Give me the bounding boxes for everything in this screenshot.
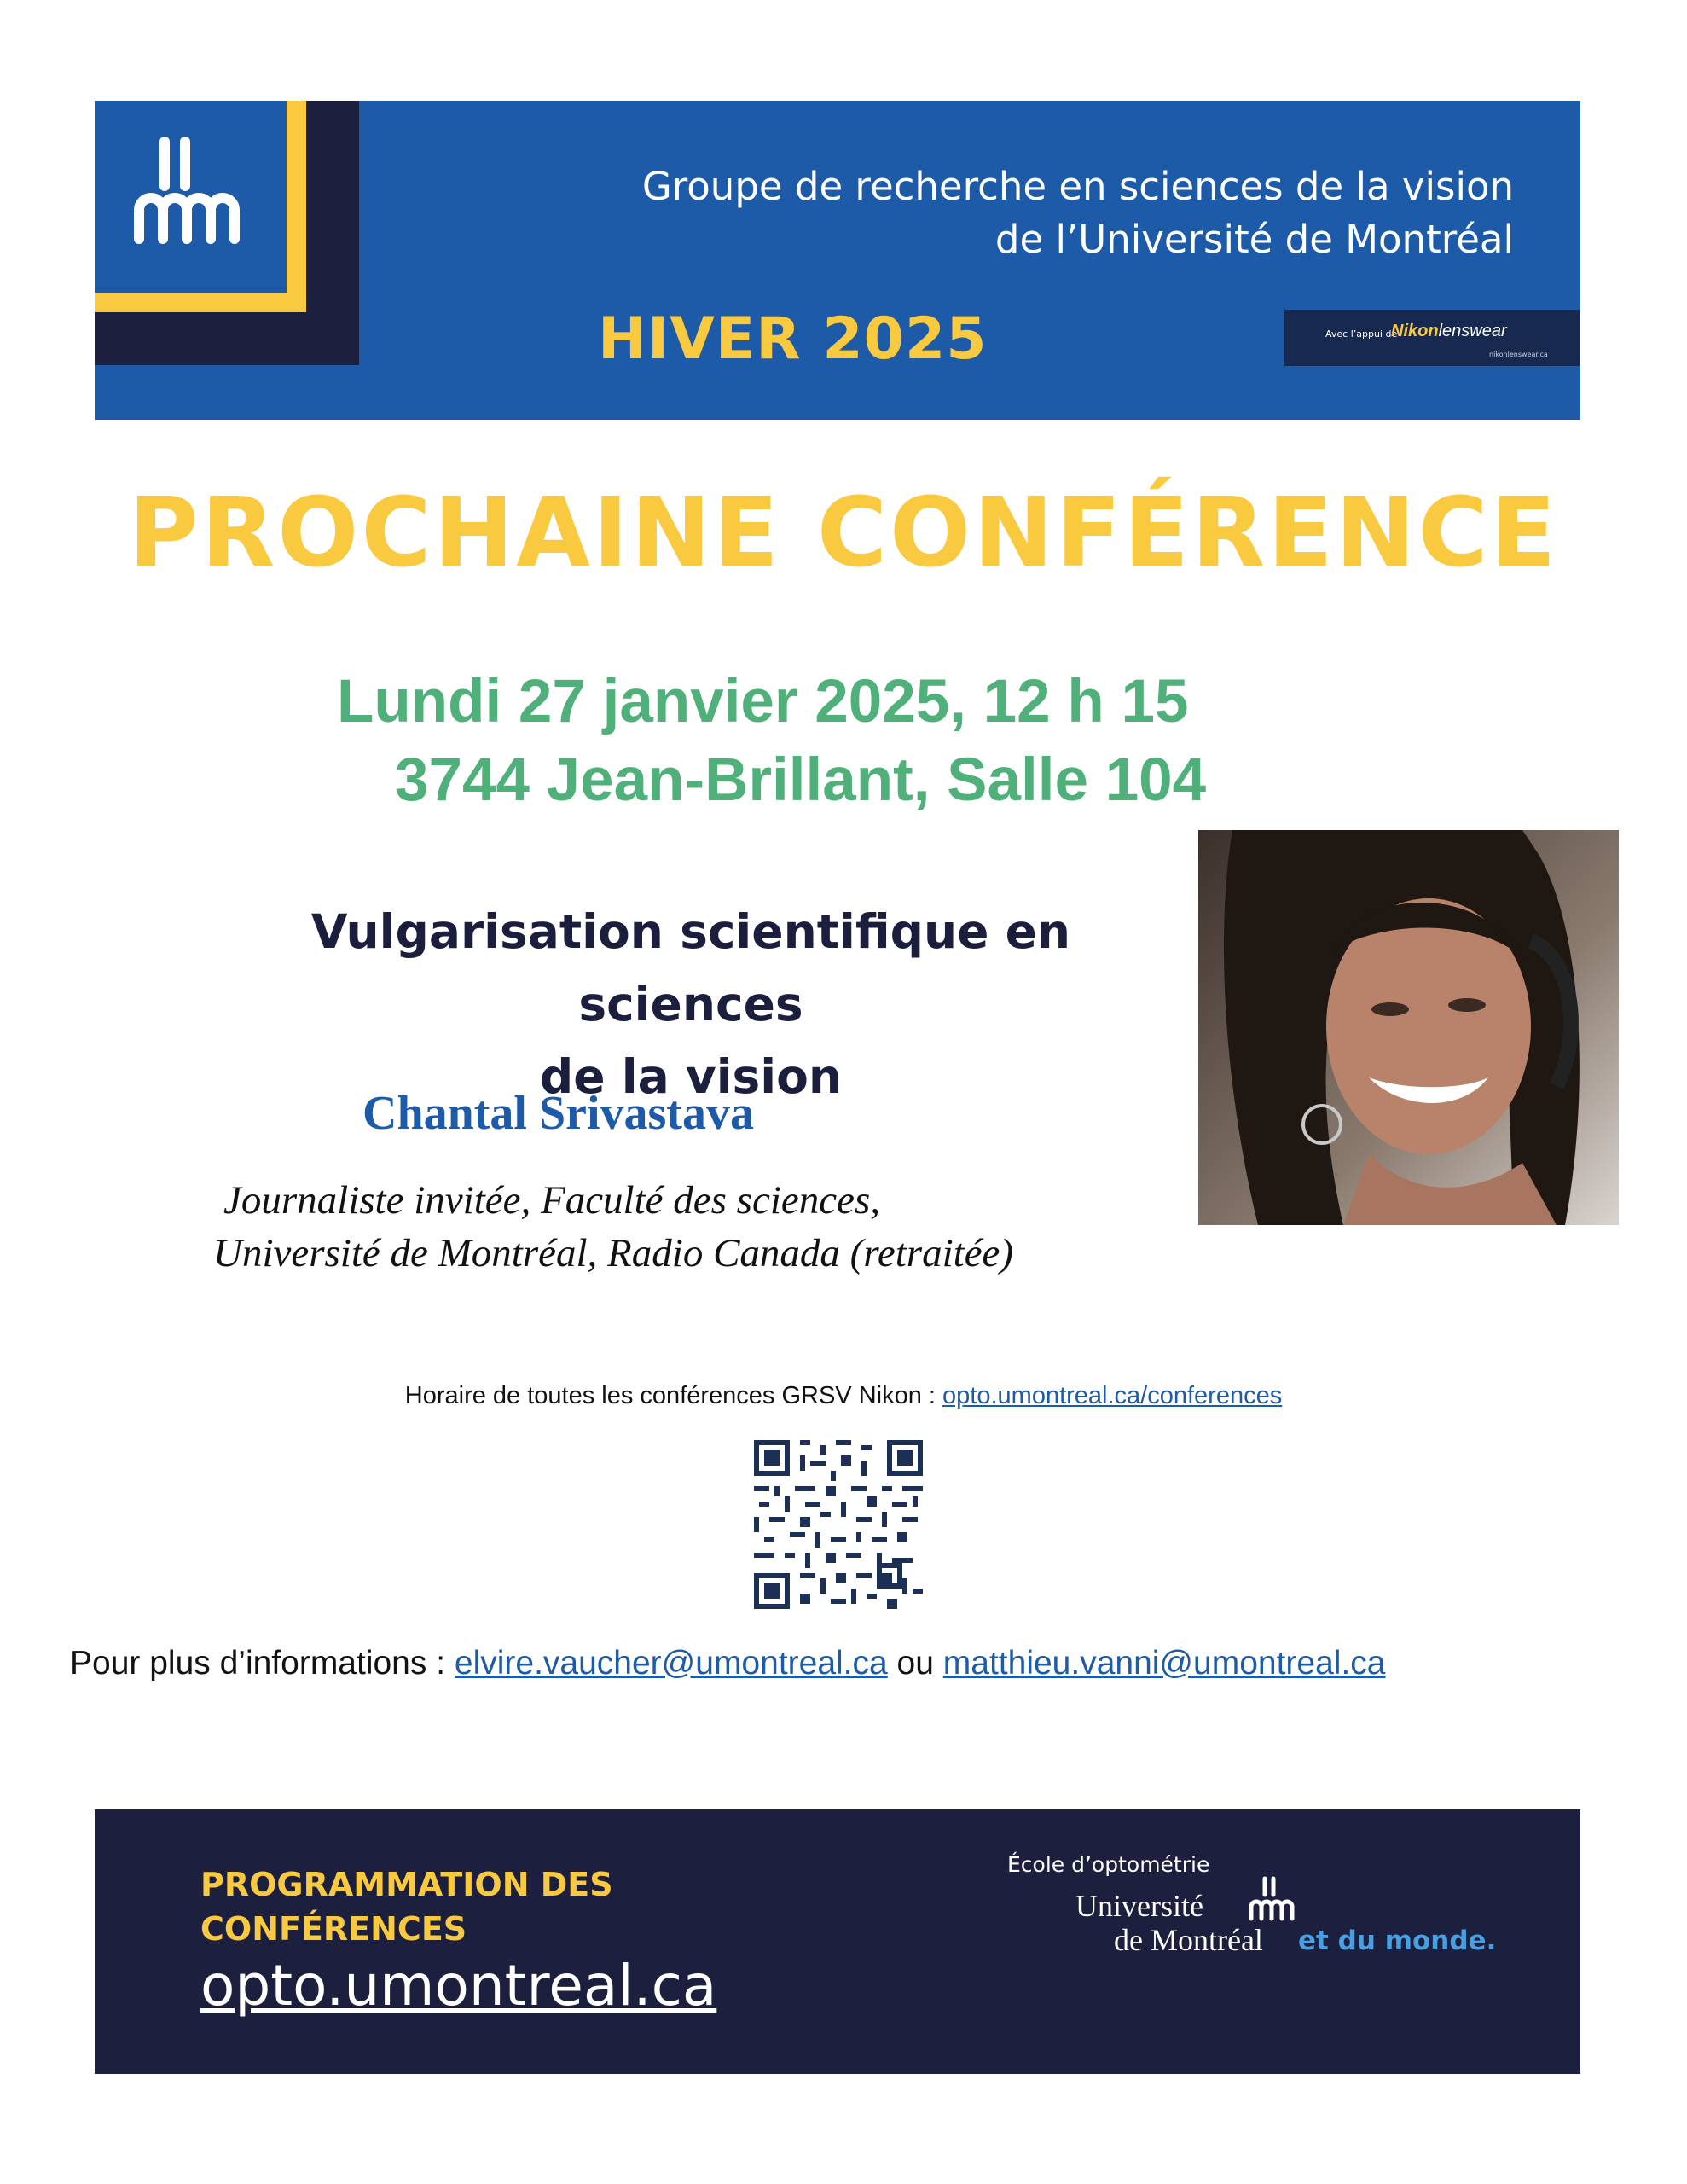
university-tagline: et du monde. — [1298, 1926, 1497, 1956]
talk-title — [205, 896, 1177, 1113]
header-banner — [95, 101, 1580, 420]
udem-logo-icon — [1246, 1876, 1297, 1922]
schedule-link[interactable]: opto.umontreal.ca/conferences — [942, 1382, 1283, 1409]
speaker-name: Chantal Srivastava — [362, 1087, 754, 1140]
university-name-line1: Université — [1075, 1889, 1203, 1923]
footer-banner — [95, 1809, 1580, 2074]
contact-line — [70, 1645, 1385, 1682]
qr-code-icon[interactable] — [754, 1440, 923, 1609]
group-title — [576, 160, 1514, 266]
contact-email-2[interactable]: matthieu.vanni@umontreal.ca — [942, 1645, 1386, 1682]
event-date: Lundi 27 janvier 2025, 12 h 15 — [337, 668, 1189, 735]
sponsor-brand-suffix: lenswear — [1438, 322, 1507, 340]
season-label: HIVER 2025 — [598, 305, 988, 373]
schedule-text: Horaire de toutes les conférences GRSV Nikon : — [404, 1382, 943, 1409]
programme-label-line2: CONFÉRENCES — [200, 1910, 467, 1948]
speaker-photo — [1198, 830, 1619, 1225]
event-venue: 3744 Jean-Brillant, Salle 104 — [395, 746, 1207, 814]
group-title-line1: Groupe de recherche en sciences de la vision — [641, 164, 1514, 209]
page-headline: PROCHAINE CONFÉRENCE — [128, 478, 1559, 589]
sponsor-badge — [1284, 310, 1580, 366]
talk-title-line2: de la vision — [539, 1049, 843, 1104]
sponsor-brand-name: Nikon — [1391, 322, 1439, 340]
contact-prefix: Pour plus d’informations : — [70, 1645, 455, 1682]
sponsor-prefix: Avec l’appui de — [1325, 328, 1398, 340]
programme-label-line1: PROGRAMMATION DES — [200, 1866, 613, 1903]
programme-link[interactable]: opto.umontreal.ca — [200, 1953, 717, 2018]
university-name-line2: de Montréal — [1114, 1923, 1263, 1957]
sponsor-url: nikonlenswear.ca — [1489, 351, 1548, 358]
programme-label — [200, 1862, 613, 1951]
contact-email-1[interactable]: elvire.vaucher@umontreal.ca — [454, 1645, 888, 1682]
contact-separator: ou — [887, 1645, 943, 1682]
udem-logo-icon — [95, 101, 359, 365]
speaker-affiliation-line2: Université de Montréal, Radio Canada (retraitée) — [213, 1231, 1014, 1275]
schedule-line — [0, 1382, 1687, 1410]
speaker-affiliation-line1: Journaliste invitée, Faculté des sciences, — [223, 1178, 881, 1223]
group-title-line2: de l’Université de Montréal — [994, 217, 1514, 262]
school-name: École d’optométrie — [1007, 1852, 1210, 1877]
sponsor-brand — [1391, 322, 1507, 341]
talk-title-line1: Vulgarisation scientifique en sciences — [310, 904, 1071, 1031]
